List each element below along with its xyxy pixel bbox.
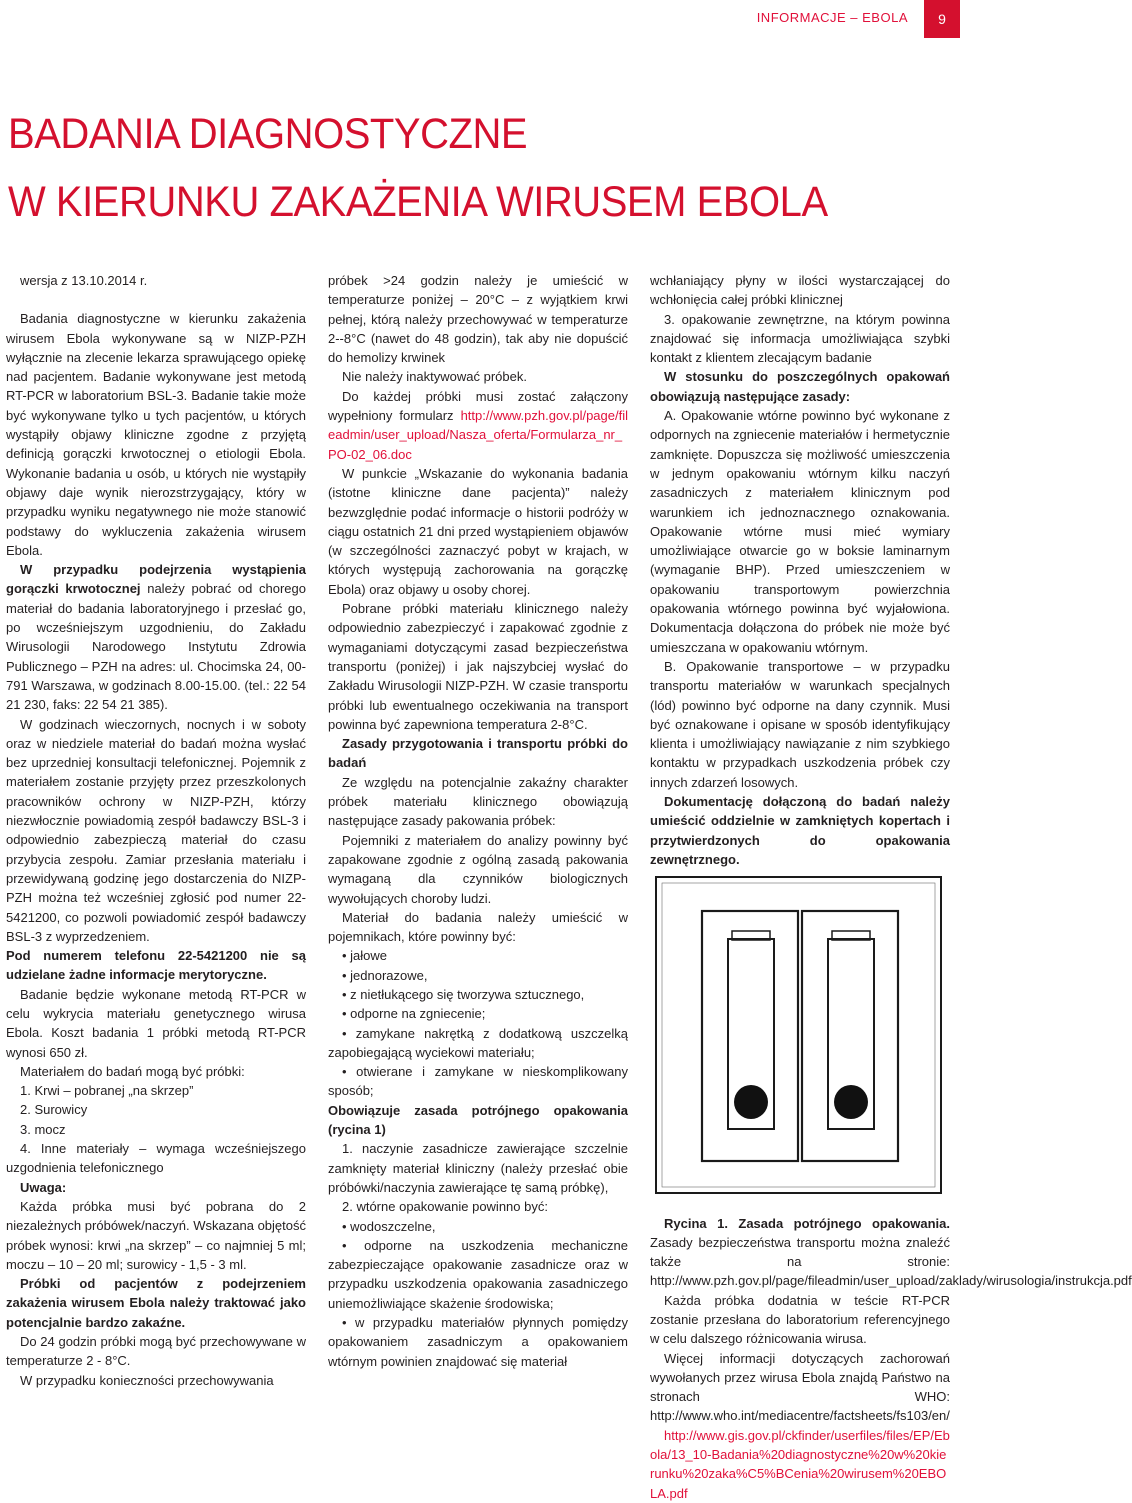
paragraph: Każda próbka musi być pobrana do 2 niezależnych próbówek/naczyń. Wskazana objętość próbek wynosi: krwi „na skrzep” – co najmniej 5 ml; moczu – 10 – 20 ml; surowicy - 1,5 - 3 ml.: [6, 1198, 306, 1272]
form-link[interactable]: http://www.pzh.gov.pl/page/fileadmin/user_upload/Nasza_oferta/Formularza_nr_PO-02_06.doc: [328, 408, 628, 462]
article-title: [8, 100, 890, 236]
paragraph: Pobrane próbki materiału klinicznego należy odpowiednio zabezpieczyć i zapakować zgodnie z wymaganiami dotyczącymi zasad bezpieczeństwa transportu (poniżej) i jak najszybciej wysłać do Zakładu Wirusologii NIZP-PZH. W czasie transportu próbki lub ewentualnego oczekiwania na transport powinna być zapewniona temperatura 2-8°C.: [328, 601, 628, 732]
text-column-3: [650, 271, 1132, 1503]
emphasis: W przypadku podejrzenia wystąpienia gorączki krwotocznej: [6, 562, 306, 597]
paragraph: Materiał do badania należy umieścić w pojemnikach, które powinny być:: [328, 909, 628, 945]
paragraph: W godzinach wieczornych, nocnych i w soboty oraz w niedziele materiał do badań można wysłać bez uprzedniej konsultacji telefonicznej. Pojemnik z materiałem zostanie przyjęty przez przeszkolonych pracowników ochrony w NIZP-PZH, którzy niezwłocznie powiadomią zespół badawczy BSL-3 i odpowiednio zabezpieczą materiał do czasu przybycia zespołu. Zamiar przesłania materiału i przewidywaną godzinę jego dostarczenia do NIZP-PZH można też wcześniej zgłosić pod numer 22-5421200, co pozwoli powiadomić zespół badawczy BSL-3 z wyprzedzeniem.: [6, 716, 306, 944]
list-item: 4. Inne materiały – wymaga wcześniejszego uzgodnienia telefonicznego: [6, 1141, 306, 1176]
paragraph: [6, 946, 306, 985]
emphasis: W stosunku do poszczególnych opakowań obowiązują następujące zasady:: [650, 369, 950, 404]
section-heading: [650, 367, 950, 406]
gis-document-link[interactable]: http://www.gis.gov.pl/ckfinder/userfiles/files/EP/Ebola/13_10-Badania%20diagnostyczne%20w%20kierunku%20zaka%C5%BCenia%20wirusem%20EBOLA.pdf: [650, 1427, 950, 1501]
text-column-2: [328, 271, 628, 1371]
triple-packaging-figure: [650, 873, 947, 1198]
emphasis: Obowiązuje zasada potrójnego opakowania (rycina 1): [328, 1102, 628, 1138]
paragraph: Materiałem do badań mogą być próbki:: [20, 1063, 245, 1079]
paragraph: W punkcie „Wskazanie do wykonania badania (istotne kliniczne dane pacjenta)” należy bezwzględnie podać informacje o historii podróży w ciągu ostatnich 21 dni przed wystąpieniem objawów (w szczególności zaznaczyć pobyt w krajach, w których występują zachorowania na gorączkę Ebola) oraz objawy u osoby chorej.: [328, 465, 628, 597]
paragraph: wchłaniający płyny w ilości wystarczającej do wchłonięcia całej próbki klinicznej: [650, 273, 950, 308]
paragraph: próbek >24 godzin należy je umieścić w temperaturze poniżej – 20°C – z wyjątkiem krwi pełnej, którą należy przechowywać w temperaturze 2--8°C (nawet do 48 godzin), tak aby nie dopuścić do hemolizy krwinek: [328, 273, 628, 366]
paragraph-text: należy pobrać od chorego materiał do badania laboratoryjnego i przesłać go, po wcześniejszym uzgodnieniu, do Zakładu Wirusologii Narodowego Instytutu Zdrowia Publicznego – PZH na adres: ul. Chocimska 24, 00-791 Warszawa, w godzinach 8.00-15.00. (tel.: 22 54 21 230, faks: 22 54 21 385).: [6, 581, 306, 713]
bullet-item: • z nietłukącego się tworzywa sztucznego,: [342, 986, 585, 1002]
emphasis: Uwaga:: [20, 1179, 67, 1195]
bullet-item: • odporne na zgniecenie;: [342, 1006, 486, 1022]
paragraph: Ze względu na potencjalnie zakaźny charakter próbek materiału klinicznego obowiązują następujące zasady pakowania próbek:: [328, 774, 628, 829]
figure-caption: [650, 1214, 1132, 1291]
article-title-line-2: W KIERUNKU ZAKAŻENIA WIRUSEM EBOLA: [8, 178, 828, 226]
running-header-label: INFORMACJE – EBOLA: [756, 10, 908, 25]
paragraph: [650, 1426, 950, 1503]
version-line: wersja z 13.10.2014 r.: [20, 273, 148, 288]
emphasis: Pod numerem telefonu 22-5421200 nie są udzielane żadne informacje merytoryczne.: [6, 948, 306, 983]
page-number-badge: 9: [924, 0, 960, 38]
emphasis: Zasady przygotowania i transportu próbki do badań: [328, 736, 628, 771]
section-heading: [328, 1101, 628, 1140]
bullet-item: • otwierane i zamykane w nieskomplikowany sposób;: [328, 1064, 628, 1099]
sample-dot-left: [734, 1085, 768, 1119]
note-heading: [6, 1178, 306, 1197]
paragraph: Każda próbka dodatnia w teście RT-PCR zostanie przesłana do laboratorium referencyjnego w celu dalszego różnicowania wirusa.: [650, 1292, 950, 1347]
paragraph: [6, 1274, 306, 1332]
bullet-item: • zamykane nakrętką z dodatkową uszczelką zapobiegającą wyciekowi materiału;: [328, 1025, 628, 1060]
list-item: 2. Surowicy: [20, 1102, 88, 1118]
paragraph: [328, 387, 628, 464]
section-heading: [328, 734, 628, 773]
paragraph: A. Opakowanie wtórne powinno być wykonane z odpornych na zgniecenie materiałów i hermetycznie zamknięte. Dopuszcza się możliwość umieszczenia w jednym opakowaniu wtórnym kilku naczyń zasadniczych z materiałem klinicznym pod warunkiem ich jednoznacznego oznakowania. Opakowanie wtórne musi mieć wymiary umożliwiające otwarcie go w boksie laminarnym (wymaganie BHP). Przed umieszczeniem w opakowaniu transportowym powierzchnia opakowania wtórnego powinna być wyjałowiona. Dokumentacja dołączona do próbek nie może być umieszczana w opakowaniu wtórnym.: [650, 408, 950, 655]
paragraph: Nie należy inaktywować próbek.: [342, 369, 527, 385]
secondary-container-left: [702, 911, 798, 1161]
article-title-line-1: BADANIA DIAGNOSTYCZNE: [8, 110, 528, 158]
paragraph: Pojemniki z materiałem do analizy powinny być zapakowane zgodnie z ogólną zasadą pakowania wymaganą dla czynników biologicznych wywołujących choroby ludzi.: [328, 832, 628, 906]
paragraph: 1. naczynie zasadnicze zawierające szczelnie zamknięty materiał kliniczny (należy przesłać obie próbówki/naczynia zawierające tę samą próbkę),: [328, 1141, 628, 1195]
paragraph: Do 24 godzin próbki mogą być przechowywane w temperaturze 2 - 8°C.: [6, 1334, 306, 1369]
paragraph: Badania diagnostyczne w kierunku zakażenia wirusem Ebola wykonywane są w NIZP-PZH wyłącznie na zlecenie lekarza sprawującego opiekę nad pacjentem. Badanie wykonywane jest metodą RT-PCR w laboratorium BSL-3. Badanie takie może być wykonywane tylko u tych pacjentów, u których wystąpiły objawy kliniczne zgodne z przyjętą definicją gorączki krwotocznej o etiologii Ebola. Wykonanie badania u osób, u których nie wystąpiły objawy daje wynik nierozstrzygający, który w przypadku wyniku negatywnego nie może stanowić podstawy do wykluczenia zakażenia wirusem Ebola.: [6, 311, 306, 558]
bullet-item: • jednorazowe,: [342, 967, 428, 983]
paragraph: W przypadku konieczności przechowywania: [20, 1372, 274, 1388]
paragraph: Więcej informacji dotyczących zachorowań wywołanych przez wirusa Ebola znajdą Państwo na stronach WHO: http://www.who.int/mediacentre/factsheets/fs103/en/: [650, 1350, 950, 1424]
paragraph: 3. opakowanie zewnętrzne, na którym powinna znajdować się informacja umożliwiająca szybki kontakt z klientem zlecającym badanie: [650, 311, 950, 366]
list-item: 3. mocz: [20, 1121, 66, 1137]
bullet-item: • jałowe: [342, 948, 388, 964]
bullet-item: • wodoszczelne,: [342, 1218, 436, 1234]
list-item: 1. Krwi – pobranej „na skrzep”: [20, 1083, 194, 1099]
emphasis: Rycina 1. Zasada potrójnego opakowania.: [664, 1215, 950, 1231]
secondary-container-right: [802, 911, 898, 1161]
paragraph: Badanie będzie wykonane metodą RT-PCR w celu wykrycia materiału genetycznego wirusa Ebola. Koszt badania 1 próbki metodą RT-PCR wynosi 650 zł.: [6, 986, 306, 1060]
sample-dot-right: [834, 1085, 868, 1119]
emphasis: Dokumentację dołączoną do badań należy umieścić oddzielnie w zamkniętych kopertach i przytwierdzonych do opakowania zewnętrznego.: [650, 794, 950, 867]
paragraph: [650, 792, 950, 869]
bullet-item: • w przypadku materiałów płynnych pomiędzy opakowaniem zasadniczym a opakowaniem wtórnym powinien znajdować się materiał: [328, 1315, 628, 1369]
emphasis: Próbki od pacjentów z podejrzeniem zakażenia wirusem Ebola należy traktować jako potencjalnie bardzo zakaźne.: [6, 1276, 306, 1330]
paragraph: [6, 560, 306, 714]
paragraph: B. Opakowanie transportowe – w przypadku transportu materiałów w warunkach specjalnych (lód) powinno być odporne na dany czynnik. Musi być oznakowane i opisane w sposób identyfikujący klienta i umożliwiający nawiązanie z nim szybkiego kontaktu w przypadkach uszkodzenia próbek czy innych zdarzeń losowych.: [650, 658, 950, 790]
text-column-1: [6, 271, 306, 1390]
caption-text: Zasady bezpieczeństwa transportu można znaleźć także na stronie: http://www.pzh.gov.pl/page/fileadmin/user_upload/zaklady/wirusologia/instrukcja.pdf: [650, 1234, 1132, 1289]
bullet-item: • odporne na uszkodzenia mechaniczne zabezpieczające opakowanie zasadnicze oraz w przypadku uszkodzenia opakowania zasadniczego uniemożliwiające skażenie środowiska;: [328, 1237, 628, 1311]
paragraph: 2. wtórne opakowanie powinno być:: [342, 1199, 548, 1215]
paragraph-text: Do każdej próbki musi zostać załączony wypełniony formularz: [328, 388, 628, 424]
